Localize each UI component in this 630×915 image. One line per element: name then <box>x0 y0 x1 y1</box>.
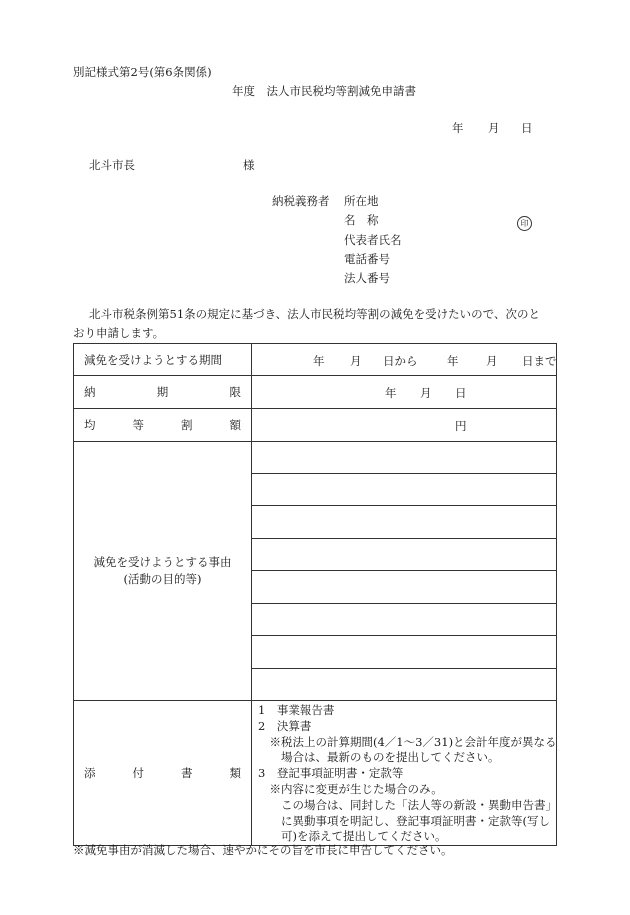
attachment-line-6: ※内容に変更が生じた場合のみ。 <box>258 781 443 796</box>
footer-note: ※減免事由が消滅した場合、速やかにその旨を市長に申告してください。 <box>73 843 453 857</box>
row-attachments <box>74 701 557 846</box>
taxpayer-field-phone: 電話番号 <box>344 252 390 266</box>
reason-line-6[interactable] <box>252 604 557 636</box>
period-day-to: 日まで <box>522 354 557 368</box>
taxpayer-field-corporate-number: 法人番号 <box>344 271 390 285</box>
row-reason-1 <box>74 442 557 474</box>
due-year: 年 <box>385 386 397 400</box>
attachment-line-4: 場合は、最新のものを提出してください。 <box>258 750 500 765</box>
reason-line-3[interactable] <box>252 506 557 539</box>
label-reason <box>74 442 252 701</box>
intro-line-1: 北斗市税条例第51条の規定に基づき、法人市民税均等割の減免を受けたいので、次のと <box>89 307 540 321</box>
attachment-line-9: 可)を添えて提出してください。 <box>258 829 447 844</box>
row-amount <box>74 409 557 442</box>
amount-char-3: 割 <box>181 418 193 432</box>
application-table <box>73 343 557 846</box>
period-month-from: 月 <box>350 354 362 368</box>
due-char-3: 限 <box>229 385 241 399</box>
field-amount[interactable] <box>252 409 557 442</box>
label-period: 減免を受けようとする期間 <box>74 344 252 376</box>
row-due-date <box>74 376 557 409</box>
field-due-date[interactable] <box>252 376 557 409</box>
reason-line-5[interactable] <box>252 571 557 604</box>
addressee-name: 北斗市長 <box>89 158 135 172</box>
attach-char-1: 添 <box>84 766 96 781</box>
attach-char-3: 書 <box>181 766 193 781</box>
addressee-honorific: 様 <box>243 158 255 172</box>
seal-mark: 印 <box>517 216 532 231</box>
attachment-line-7: この場合は、同封した「法人等の新設・異動申告書」 <box>258 797 557 812</box>
reason-line-8[interactable] <box>252 669 557 701</box>
taxpayer-field-address: 所在地 <box>344 194 379 208</box>
amount-unit: 円 <box>455 419 467 433</box>
due-char-2: 期 <box>156 385 169 399</box>
label-amount <box>74 409 252 442</box>
taxpayer-label: 納税義務者 <box>272 194 330 208</box>
period-day-from: 日から <box>383 354 418 368</box>
date-day: 日 <box>521 121 533 135</box>
form-title: 年度 法人市民税均等割減免申請書 <box>232 84 416 98</box>
reason-line-7[interactable] <box>252 636 557 669</box>
reason-line-2[interactable] <box>252 474 557 506</box>
period-year-to: 年 <box>447 354 459 368</box>
period-year-from: 年 <box>313 354 325 368</box>
attachment-line-3: ※税法上の計算期間(4／1〜3／31)と会計年度が異なる <box>258 734 557 749</box>
taxpayer-field-name: 名 称 <box>344 213 379 227</box>
due-month: 月 <box>420 386 432 400</box>
label-due-date <box>74 376 252 409</box>
reason-label-line-1: 減免を受けようとする事由 <box>93 555 232 569</box>
field-period[interactable] <box>252 344 557 376</box>
row-period <box>74 344 557 376</box>
taxpayer-field-representative: 代表者氏名 <box>344 233 402 247</box>
attachment-line-5: 3 登記事項証明書・定款等 <box>258 766 404 781</box>
intro-line-2: おり申請します。 <box>73 326 165 340</box>
amount-char-2: 等 <box>132 418 144 432</box>
reason-label-line-2: (活動の目的等) <box>123 572 202 586</box>
attachments-list <box>252 701 557 846</box>
form-number: 別記様式第2号(第6条関係) <box>73 65 212 79</box>
amount-char-1: 均 <box>84 418 96 432</box>
due-day: 日 <box>455 386 467 400</box>
attachment-line-2: 2 決算書 <box>258 718 312 733</box>
reason-line-1[interactable] <box>252 442 557 474</box>
attachment-line-8: に異動事項を明記し、登記事項証明書・定款等(写し <box>258 813 550 828</box>
attach-char-2: 付 <box>132 766 144 781</box>
due-char-1: 納 <box>84 385 96 399</box>
period-month-to: 月 <box>486 354 498 368</box>
label-attachments <box>74 701 252 846</box>
date-month: 月 <box>488 121 500 135</box>
amount-char-4: 額 <box>229 418 241 432</box>
attach-char-4: 類 <box>229 766 241 781</box>
date-year: 年 <box>452 121 464 135</box>
seal-icon <box>517 211 532 231</box>
reason-line-4[interactable] <box>252 539 557 571</box>
attachment-line-1: 1 事業報告書 <box>258 703 335 717</box>
